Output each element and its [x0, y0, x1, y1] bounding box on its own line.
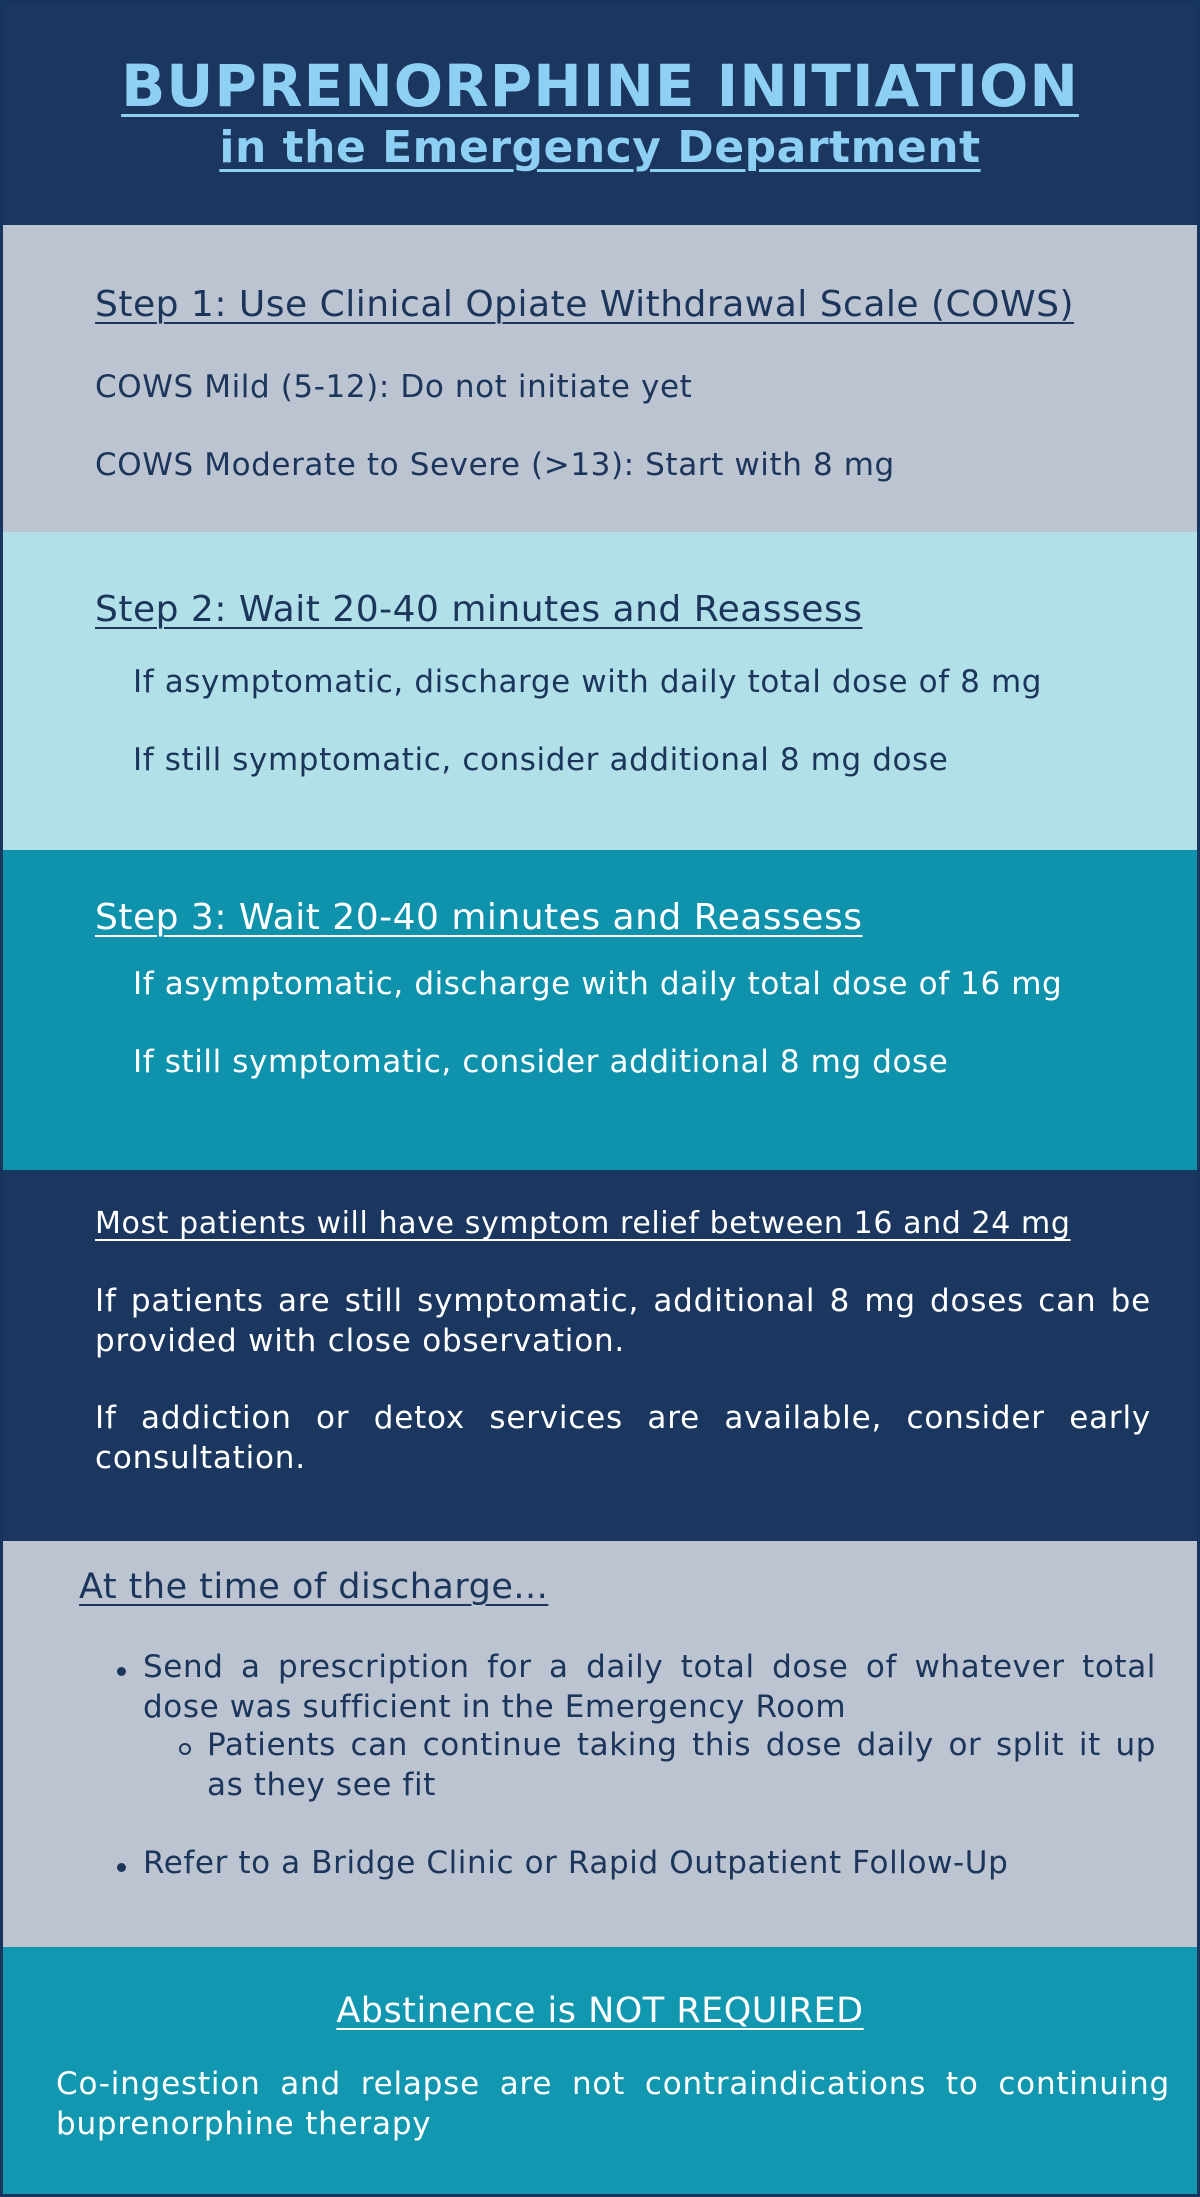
step3-line-asymptomatic: If asymptomatic, discharge with daily total dose of 16 mg	[133, 966, 1063, 1002]
discharge-bullet-referral: Refer to a Bridge Clinic or Rapid Outpatient Follow-Up	[143, 1845, 1009, 1881]
step3-heading: Step 3: Wait 20-40 minutes and Reassess	[95, 897, 863, 938]
step2-heading: Step 2: Wait 20-40 minutes and Reassess	[95, 589, 863, 630]
discharge-section	[3, 1541, 1197, 1947]
abstinence-heading: Abstinence is NOT REQUIRED	[336, 1991, 864, 2031]
bullet-dot	[117, 1667, 126, 1676]
header-section	[3, 3, 1197, 225]
discharge-heading: At the time of discharge...	[79, 1567, 549, 1607]
abstinence-section	[3, 1947, 1197, 2197]
bullet-dot	[117, 1863, 126, 1872]
step2-section	[3, 532, 1197, 850]
step1-line-moderate: COWS Moderate to Severe (>13): Start with 8 mg	[95, 447, 895, 483]
notes-paragraph-doses: If patients are still symptomatic, additional 8 mg doses can be provided with close observation.	[95, 1283, 1151, 1359]
step3-line-symptomatic: If still symptomatic, consider additional 8 mg dose	[133, 1044, 949, 1080]
step1-line-mild: COWS Mild (5-12): Do not initiate yet	[95, 369, 693, 405]
notes-section	[3, 1170, 1197, 1541]
step1-section	[3, 225, 1197, 532]
abstinence-text: Co-ingestion and relapse are not contraindications to continuing buprenorphine therapy	[56, 2066, 1170, 2142]
discharge-subbullet-split: Patients can continue taking this dose daily or split it up as they see fit	[207, 1727, 1156, 1803]
page-title: BUPRENORPHINE INITIATION	[121, 52, 1079, 120]
discharge-bullet-prescription: Send a prescription for a daily total dose of whatever total dose was sufficient in the Emergency Room	[143, 1649, 1156, 1725]
step3-section	[3, 850, 1197, 1170]
notes-heading: Most patients will have symptom relief between 16 and 24 mg	[95, 1206, 1071, 1241]
sub-bullet-circle	[179, 1743, 191, 1755]
notes-paragraph-consult: If addiction or detox services are available, consider early consultation.	[95, 1400, 1151, 1476]
step1-heading: Step 1: Use Clinical Opiate Withdrawal Scale (COWS)	[95, 284, 1075, 325]
step2-line-symptomatic: If still symptomatic, consider additional 8 mg dose	[133, 742, 949, 778]
page-subtitle: in the Emergency Department	[219, 122, 981, 173]
step2-line-asymptomatic: If asymptomatic, discharge with daily total dose of 8 mg	[133, 664, 1043, 700]
